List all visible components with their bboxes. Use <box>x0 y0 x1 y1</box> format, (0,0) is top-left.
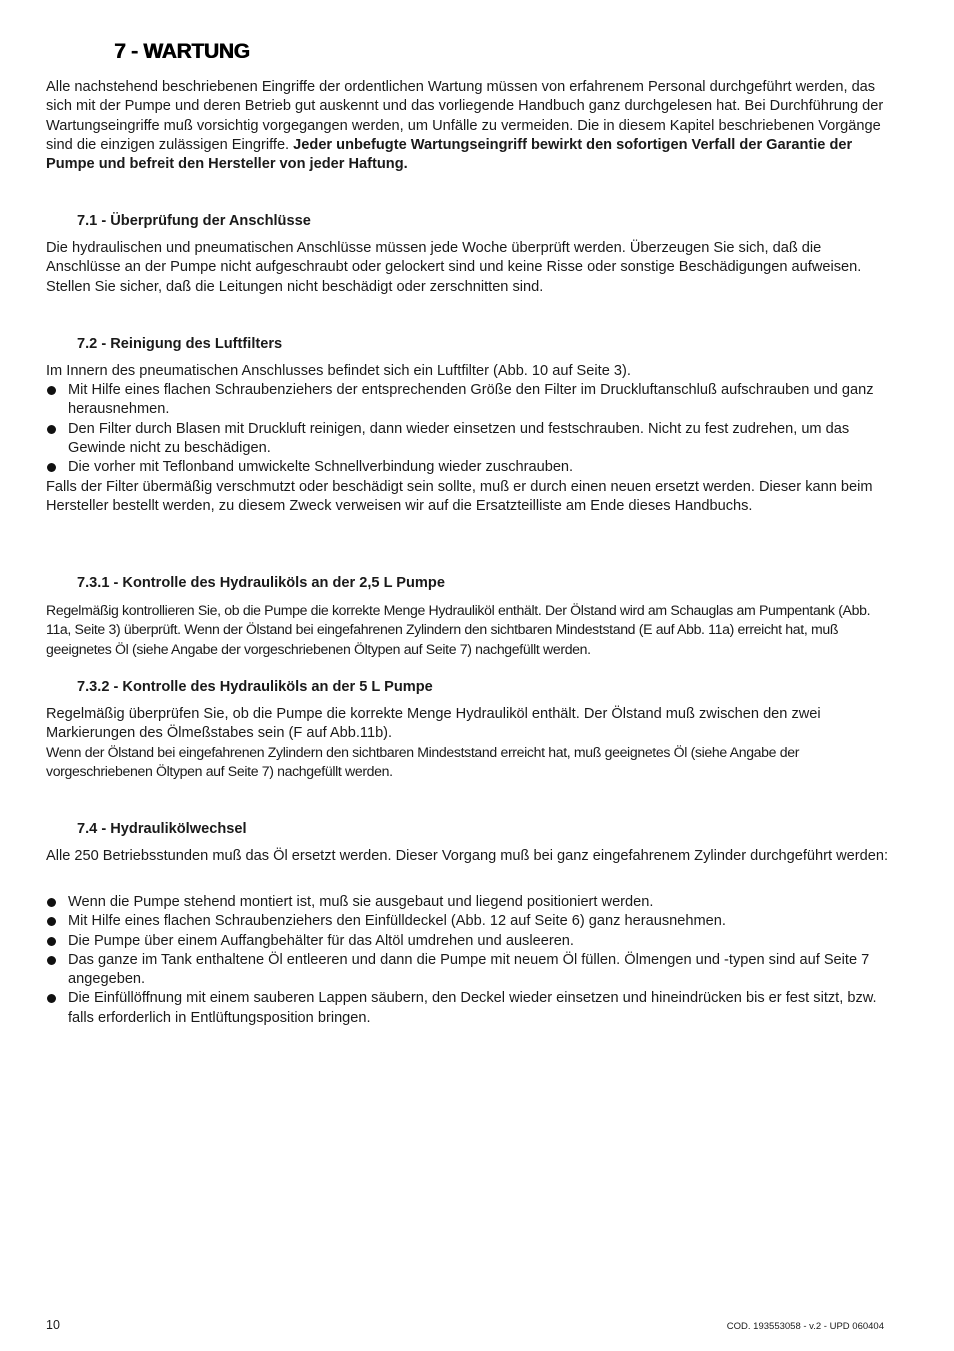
section-intro-7-4: Alle 250 Betriebsstunden muß das Öl ersetzt werden. Dieser Vorgang muß bei ganz eingefahrenem Zylinder durchgeführt werden: <box>46 848 889 864</box>
section-heading-7-3-2: 7.3.2 - Kontrolle des Hydrauliköls an der 5 L Pumpe <box>77 679 433 695</box>
section-heading-7-4: 7.4 - Hydraulikölwechsel <box>77 821 247 837</box>
bullet-icon <box>47 425 56 434</box>
bullet-icon <box>47 956 56 965</box>
bullet-icon <box>47 463 56 472</box>
page-number: 10 <box>46 1318 60 1332</box>
section-heading-7-2: 7.2 - Reinigung des Luftfilters <box>77 336 283 352</box>
list-item-text: Den Filter durch Blasen mit Druckluft reinigen, dann wieder einsetzen und festschrauben. Nicht zu fest zudrehen, um das Gewinde nicht zu beschädigen. <box>68 420 850 456</box>
list-item <box>46 381 896 420</box>
list-item-text: Die Pumpe über einem Auffangbehälter für das Altöl umdrehen und ausleeren. <box>68 932 574 949</box>
bullet-icon <box>47 898 56 907</box>
list-item-text: Wenn die Pumpe stehend montiert ist, muß sie ausgebaut und liegend positioniert werden. <box>68 894 654 910</box>
list-item-text: Das ganze im Tank enthaltene Öl entleeren und dann die Pumpe mit neuem Öl füllen. Ölmengen und -typen sind auf Seite 7 angegeben. <box>68 951 870 988</box>
list-item <box>46 951 896 990</box>
section-text-7-3-2: Regelmäßig überprüfen Sie, ob die Pumpe die korrekte Menge Hydrauliköl enthält. Der Ölstand muß zwischen den zwei Markierungen des Ölmeßstabes sein (F auf Abb.11b). <box>46 706 821 742</box>
list-item <box>46 893 896 912</box>
list-item-text: Die Einfüllöffnung mit einem sauberen Lappen säubern, den Deckel wieder einsetzen und hineindrücken bis er fest sitzt, bzw. falls erforderlich in Entlüftungsposition bringen. <box>68 990 877 1026</box>
bullet-list-7-4 <box>46 893 896 1028</box>
section-outro-7-2: Falls der Filter übermäßig verschmutzt oder beschädigt sein sollte, muß er durch einen neuen ersetzt werden. Dieser kann beim Hersteller bestellt werden, zu diesem Zweck verweisen wir auf die Ersatzteilliste am Ende dieses Handbuchs. <box>46 479 873 515</box>
bullet-icon <box>47 386 56 395</box>
list-item <box>46 420 896 459</box>
chapter-title: 7 - WARTUNG <box>114 40 250 63</box>
bullet-icon <box>47 937 56 946</box>
list-item <box>46 932 896 951</box>
list-item <box>46 912 896 931</box>
section-text-7-3-1: Regelmäßig kontrollieren Sie, ob die Pumpe die korrekte Menge Hydrauliköl enthält. Der Ölstand wird am Schauglas am Pumpentank (Abb. 11a, Seite 3) überprüft. Wenn der Ölstand bei eingefahrenen Zylindern den sichtbaren Mindeststand (E auf Abb. 11a) erreicht hat, muß geeignetes Öl (siehe Angabe der vorgeschriebenen Öltypen auf Seite 7) nachgefüllt werden. <box>46 602 871 657</box>
section-heading-7-1: 7.1 - Überprüfung der Anschlüsse <box>77 213 311 229</box>
chapter-intro-text: Alle nachstehend beschriebenen Eingriffe der ordentlichen Wartung müssen von erfahrenem Personal durchgeführt werden, das sich mit der Pumpe und deren Betrieb gut auskennt und das vorliegende Handbuch ganz durchgelesen hat. Bei Durchführung der Wartungseingriffe muß vorsichtig vorgegangen werden, um Unfälle zu vermeiden. Die in diesem Kapitel beschriebenen Vorgänge sind die einzigen zulässigen Eingriffe. <box>46 79 884 153</box>
section-text-7-3-2-continued: Wenn der Ölstand bei eingefahrenen Zylindern den sichtbaren Mindeststand erreicht hat, muß geeignetes Öl (siehe Angabe der vorgeschriebenen Öltypen auf Seite 7) nachgefüllt werden. <box>46 744 800 780</box>
section-heading-7-3-1: 7.3.1 - Kontrolle des Hydrauliköls an der 2,5 L Pumpe <box>77 575 445 591</box>
chapter-intro-warning: Jeder unbefugte Wartungseingriff bewirkt den sofortigen Verfall der Garantie der Pumpe und befreit den Hersteller von jeder Haftung. <box>46 136 853 173</box>
list-item <box>46 458 896 477</box>
list-item-text: Die vorher mit Teflonband umwickelte Schnellverbindung wieder zuschrauben. <box>68 459 574 476</box>
document-code: COD. 193553058 - v.2 - UPD 060404 <box>726 1321 884 1332</box>
list-item <box>46 989 896 1028</box>
chapter-intro <box>46 78 896 174</box>
list-item-text: Mit Hilfe eines flachen Schraubenziehers den Einfülldeckel (Abb. 12 auf Seite 6) ganz herausnehmen. <box>68 913 726 930</box>
bullet-list-7-2 <box>46 381 896 477</box>
section-intro-7-2: Im Innern des pneumatischen Anschlusses befindet sich ein Luftfilter (Abb. 10 auf Seite 3). <box>46 363 631 379</box>
section-text-7-1: Die hydraulischen und pneumatischen Anschlüsse müssen jede Woche überprüft werden. Überzeugen Sie sich, daß die Anschlüsse an der Pumpe nicht aufgeschraubt oder gelockert sind und keine Risse oder sonstige Beschädigungen aufweisen. Stellen Sie sicher, daß die Leitungen nicht beschädigt oder zerschnitten sind. <box>46 240 862 295</box>
bullet-icon <box>47 994 56 1003</box>
list-item-text: Mit Hilfe eines flachen Schraubenziehers der entsprechenden Größe den Filter im Druckluftanschluß aufschrauben und ganz herausnehmen. <box>68 382 874 418</box>
bullet-icon <box>47 917 56 926</box>
